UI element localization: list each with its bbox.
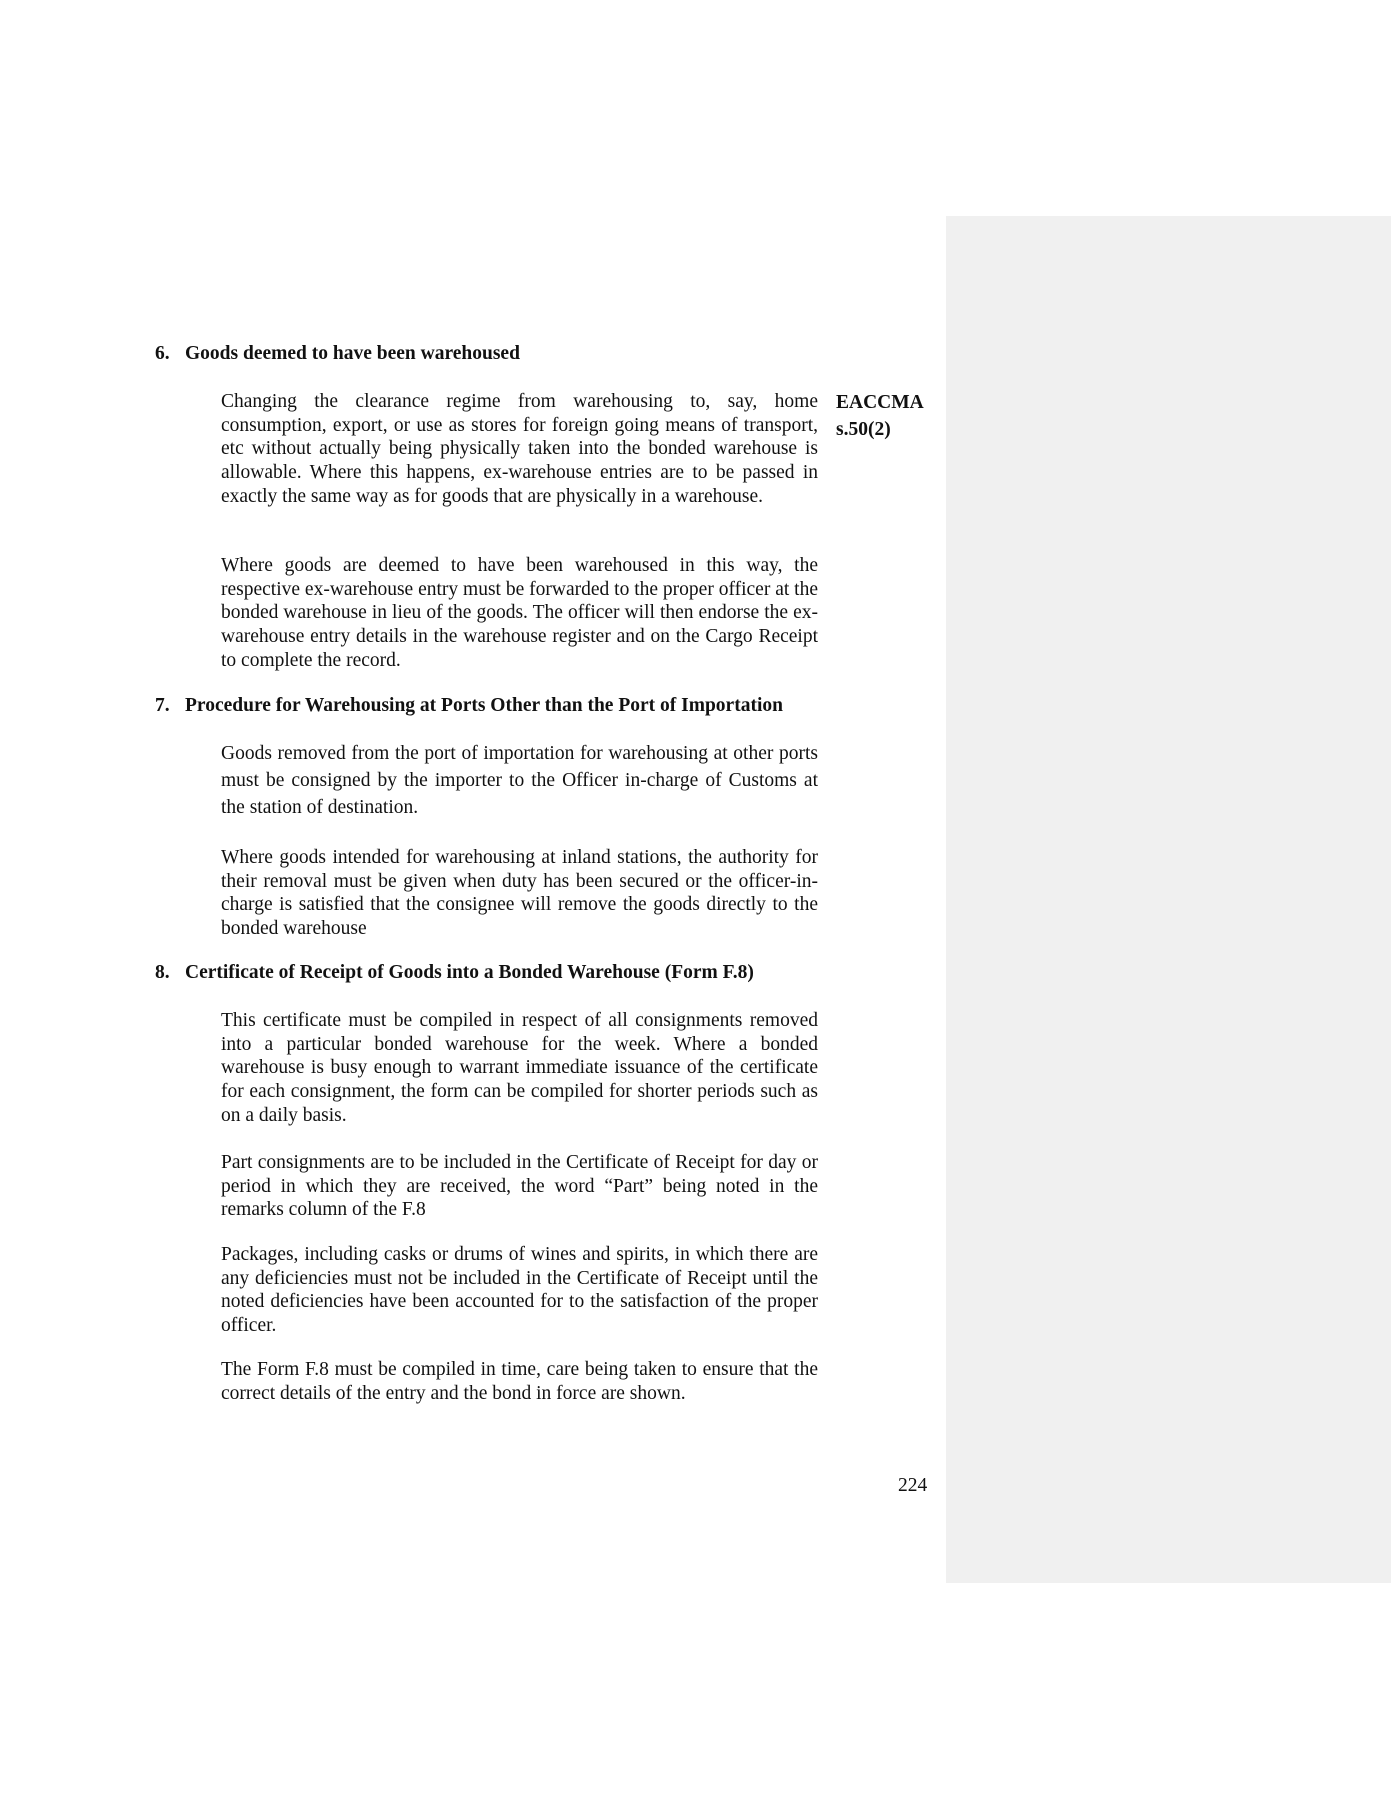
section-8-title: Certificate of Receipt of Goods into a Bonded Warehouse (Form F.8) (185, 962, 754, 983)
margin-note-section: s.50(2) (836, 419, 891, 440)
section-6-number: 6. (155, 343, 170, 364)
section-8-paragraph-4: The Form F.8 must be compiled in time, care being taken to ensure that the correct details of the entry and the bond in force are shown. (221, 1359, 818, 1404)
section-7-number: 7. (155, 695, 170, 716)
section-8-paragraph-1: This certificate must be compiled in respect of all consignments removed into a particular bonded warehouse for the week. Where a bonded warehouse is busy enough to warrant immediate issuance of the certificate for each consignment, the form can be compiled for shorter periods such as on a daily basis. (221, 1010, 818, 1126)
margin-note-act: EACCMA (836, 392, 924, 413)
section-6-paragraph-2: Where goods are deemed to have been warehoused in this way, the respective ex-warehouse entry must be forwarded to the proper officer at the bonded warehouse in lieu of the goods. The officer will then endorse the ex-warehouse entry details in the warehouse register and on the Cargo Receipt to complete the record. (221, 555, 818, 671)
page-number: 224 (898, 1475, 928, 1496)
section-6-title: Goods deemed to have been warehoused (185, 343, 520, 364)
section-7-paragraph-2: Where goods intended for warehousing at inland stations, the authority for their removal must be given when duty has been secured or the officer-in-charge is satisfied that the consignee will remove the goods directly to the bonded warehouse (221, 847, 818, 940)
section-8-number: 8. (155, 962, 170, 983)
section-8-paragraph-3: Packages, including casks or drums of wines and spirits, in which there are any deficiencies must not be included in the Certificate of Receipt until the noted deficiencies have been accounted for to the satisfaction of the proper officer. (221, 1244, 818, 1337)
section-8-heading (155, 961, 754, 985)
section-8-paragraph-2: Part consignments are to be included in the Certificate of Receipt for day or period in which they are received, the word “Part” being noted in the remarks column of the F.8 (221, 1152, 818, 1221)
section-7-heading (155, 694, 783, 718)
comment-pane (946, 216, 1391, 1583)
margin-note-reference (836, 389, 924, 443)
section-6-paragraph-1: Changing the clearance regime from warehousing to, say, home consumption, export, or use as stores for foreign going means of transport, etc without actually being physically taken into the bonded warehouse is allowable. Where this happens, ex-warehouse entries are to be passed in exactly the same way as for goods that are physically in a warehouse. (221, 391, 818, 507)
section-7-title: Procedure for Warehousing at Ports Other than the Port of Importation (185, 695, 783, 716)
section-7-paragraph-1: Goods removed from the port of importation for warehousing at other ports must be consigned by the importer to the Officer in-charge of Customs at the station of destination. (221, 743, 818, 818)
section-6-heading (155, 342, 520, 366)
